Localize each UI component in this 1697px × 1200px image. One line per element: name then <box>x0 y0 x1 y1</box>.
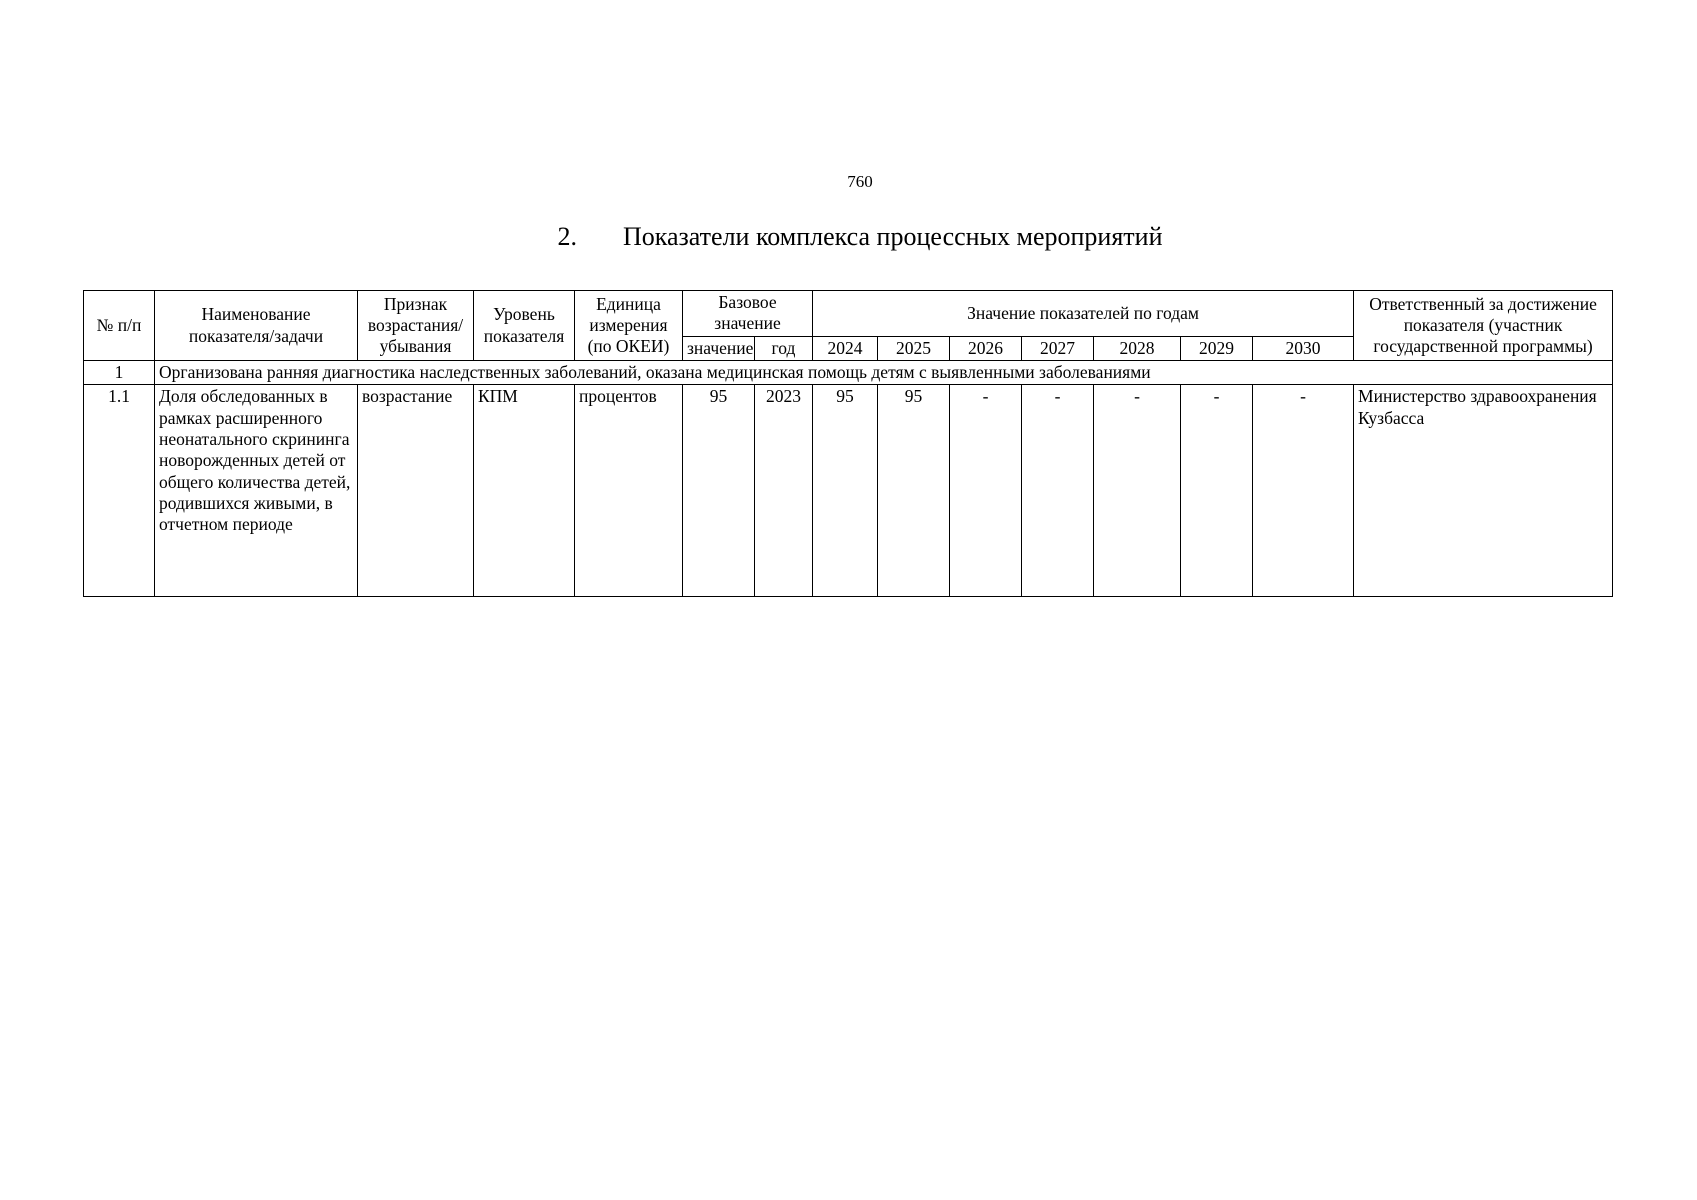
row-value-2029: - <box>1181 385 1253 597</box>
goal-text: Организована ранняя диагностика наследственных заболеваний, оказана медицинская помощь детям с выявленными заболеваниями <box>155 361 1613 385</box>
page-number: 760 <box>847 172 873 191</box>
goal-row <box>84 361 1613 385</box>
row-value-2026: - <box>950 385 1022 597</box>
header-year: 2027 <box>1022 336 1094 360</box>
header-year: 2025 <box>878 336 950 360</box>
indicators-table <box>83 290 1613 597</box>
header-unit: Единица измерения (по ОКЕИ) <box>575 291 683 361</box>
header-base-year: год <box>755 336 813 360</box>
goal-num: 1 <box>84 361 155 385</box>
row-value-2024: 95 <box>813 385 878 597</box>
row-level: КПМ <box>474 385 575 597</box>
row-base-value: 95 <box>683 385 755 597</box>
header-name: Наименование показателя/задачи <box>155 291 358 361</box>
header-sign: Признак возрастания/ убывания <box>358 291 474 361</box>
header-base: Базовое значение <box>683 291 813 337</box>
section-title <box>0 222 1697 252</box>
header-years-group: Значение показателей по годам <box>813 291 1354 337</box>
row-value-2030: - <box>1253 385 1354 597</box>
header-year: 2026 <box>950 336 1022 360</box>
row-sign: возрастание <box>358 385 474 597</box>
section-title-text: Показатели комплекса процессных мероприятий <box>622 222 1163 251</box>
row-num: 1.1 <box>84 385 155 597</box>
row-name: Доля обследованных в рамках расширенного неонатального скрининга новорожденных детей от общего количества детей, родившихся живыми, в отчетном периоде <box>155 385 358 597</box>
header-num: № п/п <box>84 291 155 361</box>
header-base-value: значение <box>683 336 755 360</box>
row-base-year: 2023 <box>755 385 813 597</box>
table-row <box>84 385 1613 597</box>
header-year: 2028 <box>1094 336 1181 360</box>
row-responsible: Министерство здравоохранения Кузбасса <box>1354 385 1613 597</box>
row-unit: процентов <box>575 385 683 597</box>
row-value-2027: - <box>1022 385 1094 597</box>
section-number: 2. <box>557 222 577 251</box>
header-responsible: Ответственный за достижение показателя (участник государственной программы) <box>1354 291 1613 361</box>
header-level: Уровень показателя <box>474 291 575 361</box>
header-year: 2029 <box>1181 336 1253 360</box>
header-year: 2024 <box>813 336 878 360</box>
header-year: 2030 <box>1253 336 1354 360</box>
row-value-2028: - <box>1094 385 1181 597</box>
row-value-2025: 95 <box>878 385 950 597</box>
